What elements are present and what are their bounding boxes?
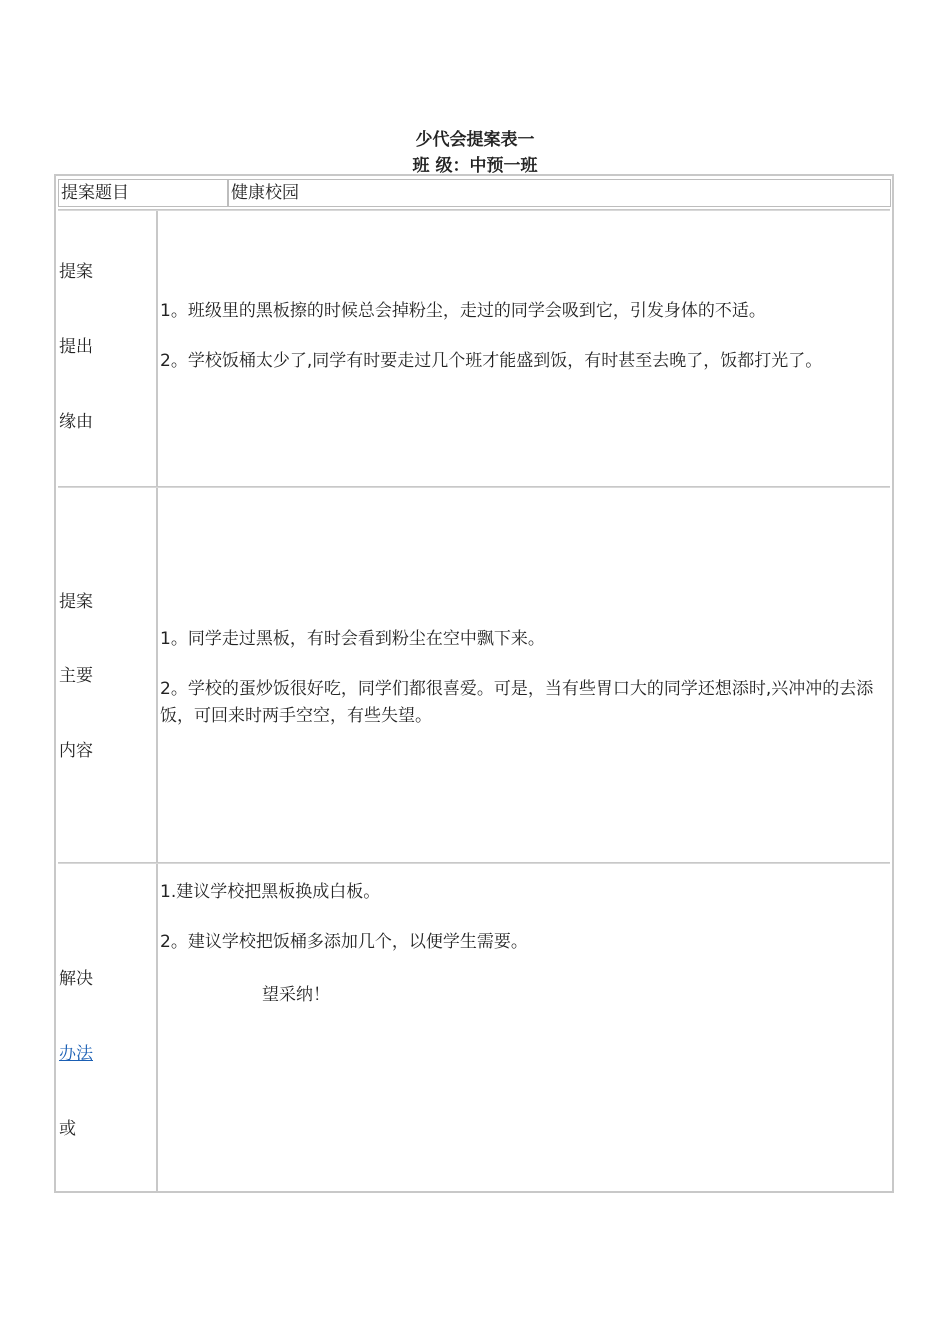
solution-closing: 望采纳！: [262, 985, 330, 1005]
content-item-2: 2。学校的蛋炒饭很好吃，同学们都很喜爱。可是，当有些胃口大的同学还想添时,兴冲冲的去添饭，可回来时两手空空，有些失望。: [160, 679, 874, 727]
class-line: 班 级：中预一班: [412, 156, 538, 176]
reason-item-1: 1。班级里的黑板擦的时候总会掉粉尘，走过的同学会吸到它，引发身体的不适。: [160, 301, 766, 321]
content-label-3: 内容: [59, 741, 93, 761]
topic-label: 提案题目: [61, 183, 129, 203]
solution-item-2: 2。建议学校把饭桶多添加几个，以便学生需要。: [160, 932, 528, 952]
reason-label-2: 提出: [59, 337, 93, 357]
reason-item-2: 2。学校饭桶太少了,同学有时要走过几个班才能盛到饭，有时甚至去晚了，饭都打光了。: [160, 351, 823, 371]
row-divider: [58, 862, 890, 864]
row-divider: [58, 486, 890, 488]
row-divider: [58, 209, 890, 211]
topic-value-cell: [228, 179, 891, 207]
solution-item-1: 1.建议学校把黑板换成白板。: [160, 882, 381, 902]
solution-label-1: 解决: [59, 969, 93, 989]
content-label-1: 提案: [59, 592, 93, 612]
column-divider: [156, 488, 158, 864]
column-divider: [156, 864, 158, 1191]
proposal-table: [54, 174, 894, 1193]
column-divider: [156, 211, 158, 488]
solution-label-link[interactable]: 办法: [59, 1044, 93, 1064]
topic-label-cell: [58, 179, 228, 207]
topic-value: 健康校园: [231, 183, 299, 203]
solution-label-3: 或: [59, 1119, 76, 1139]
reason-label-3: 缘由: [59, 412, 93, 432]
content-label-2: 主要: [59, 666, 93, 686]
form-title: 少代会提案表一: [415, 130, 535, 150]
content-item-1: 1。同学走过黑板，有时会看到粉尘在空中飘下来。: [160, 629, 545, 649]
reason-label-1: 提案: [59, 262, 93, 282]
